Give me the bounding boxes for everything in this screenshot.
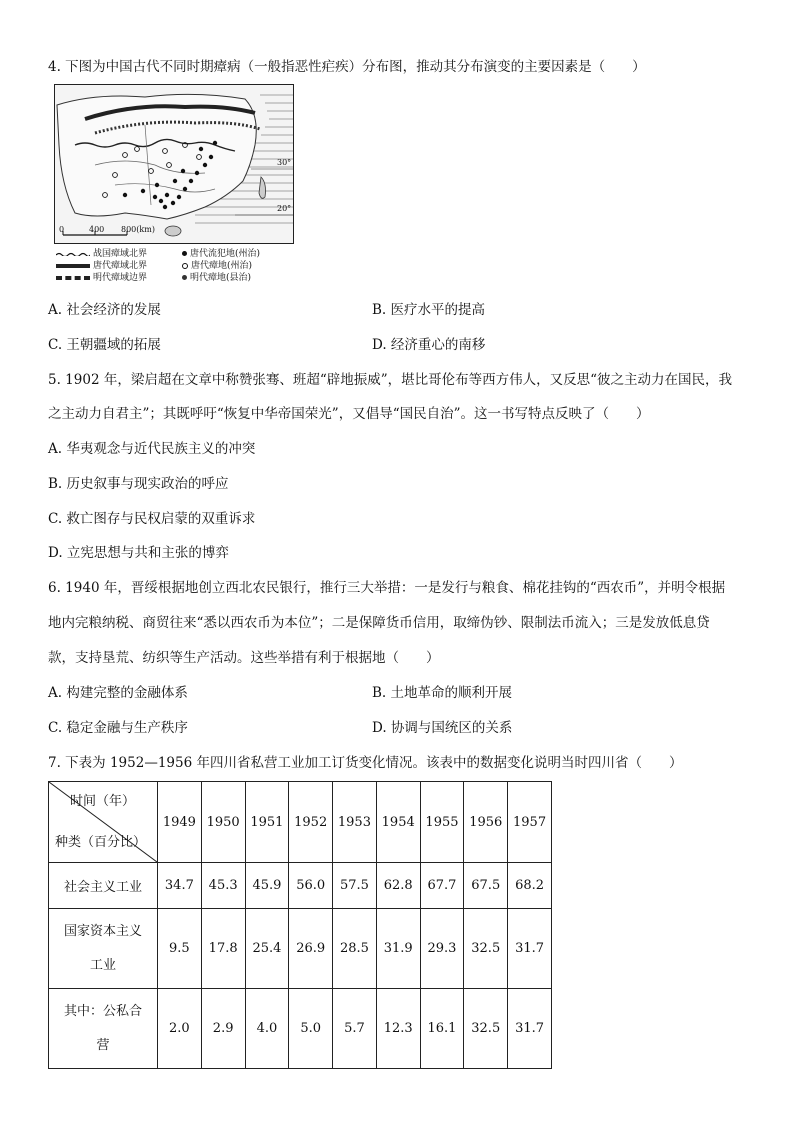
- legend-item-ming-boundary: [56, 273, 147, 284]
- row-label-line: 工业: [89, 957, 116, 973]
- value-cell: 31.7: [508, 909, 552, 989]
- q7-stem: 7. 下表为 1952—1956 年四川省私营工业加工订货变化情况。该表中的数据变化说明当时四川省（ ）: [48, 755, 683, 771]
- lat-label-20: 20°: [277, 204, 292, 213]
- scale-label-0: 0: [59, 225, 65, 234]
- q5-option-d: D. 立宪思想与共和主张的博弈: [48, 545, 229, 561]
- value-cell: 31.7: [508, 989, 552, 1069]
- q5-stem-line2: 之主动力自君主”；其既呼吁“恢复中华帝国荣光”，又倡导“国民自治”。这一书写特点反映了（ ）: [48, 406, 650, 422]
- value-cell: 2.0: [158, 989, 202, 1069]
- q6-stem-line3: 款，支持垦荒、纺织等生产活动。这些举措有利于根据地（ ）: [48, 650, 440, 666]
- q4-option-a: A. 社会经济的发展: [48, 302, 161, 318]
- year-cell: 1950: [201, 782, 245, 863]
- q6-stem-line2: 地内完粮纳税、商贸往来“悉以西农币为本位”；二是保障货币信用，取缔伪钞、限制法币流入；三是发放低息贷: [48, 615, 710, 631]
- map-figure: [54, 84, 294, 244]
- row-label-line: 营: [96, 1037, 110, 1053]
- legend-label: 唐代瘴域北界: [93, 261, 148, 271]
- value-cell: 62.8: [376, 863, 420, 909]
- legend-label: 明代瘴地(县治): [190, 273, 252, 283]
- value-cell: 32.5: [464, 909, 508, 989]
- row-label: [49, 863, 158, 909]
- row-label-line: 社会主义工业: [63, 880, 142, 895]
- map-drawing: [55, 85, 294, 244]
- q5-option-a: A. 华夷观念与近代民族主义的冲突: [48, 441, 256, 457]
- scale-label-400: 400: [89, 225, 105, 234]
- value-cell: 56.0: [289, 863, 333, 909]
- malaria-distribution-map: [54, 84, 294, 289]
- hollow-dot-icon: [182, 263, 188, 269]
- q4-option-d: D. 经济重心的南移: [372, 337, 486, 353]
- header-category-label: 种类（百分比）: [55, 835, 147, 850]
- q5-option-b: B. 历史叙事与现实政治的呼应: [48, 476, 229, 492]
- value-cell: 5.0: [289, 989, 333, 1069]
- value-cell: 26.9: [289, 909, 333, 989]
- year-cell: 1956: [464, 782, 508, 863]
- dark-dot-icon: [182, 275, 187, 280]
- year-cell: 1949: [158, 782, 202, 863]
- value-cell: 17.8: [201, 909, 245, 989]
- legend-label: 唐代流犯地(州治): [190, 249, 261, 259]
- table-corner-cell: [49, 782, 158, 863]
- value-cell: 16.1: [420, 989, 464, 1069]
- value-cell: 32.5: [464, 989, 508, 1069]
- value-cell: 45.3: [201, 863, 245, 909]
- value-cell: 68.2: [508, 863, 552, 909]
- header-time-label: 时间（年）: [69, 794, 135, 809]
- q7-data-table: [48, 781, 552, 1069]
- q5-stem-line1: 5. 1902 年，梁启超在文章中称赞张骞、班超“辟地振威”，堪比哥伦布等西方伟人，又反思“彼之主动力在国民，我: [48, 372, 733, 388]
- q6-option-a: A. 构建完整的金融体系: [48, 685, 188, 701]
- table-header-row: [49, 782, 552, 863]
- value-cell: 9.5: [158, 909, 202, 989]
- legend-label: 唐代瘴地(州治): [191, 261, 253, 271]
- row-label-line: 其中：公私合: [63, 1003, 142, 1019]
- q4-stem: 4. 下图为中国古代不同时期瘴病（一般指恶性疟疾）分布图，推动其分布演变的主要因素是（ ）: [48, 59, 646, 75]
- value-cell: 2.9: [201, 989, 245, 1069]
- value-cell: 45.9: [245, 863, 289, 909]
- q6-option-d: D. 协调与国统区的关系: [372, 720, 513, 736]
- q6-option-c: C. 稳定金融与生产秩序: [48, 720, 188, 736]
- filled-dot-icon: [182, 251, 187, 256]
- year-cell: 1954: [376, 782, 420, 863]
- legend-item-tang-exile: [182, 249, 260, 260]
- row-label: [49, 989, 158, 1069]
- legend-label: 明代瘴域边界: [93, 273, 148, 283]
- value-cell: 25.4: [245, 909, 289, 989]
- value-cell: 4.0: [245, 989, 289, 1069]
- value-cell: 67.5: [464, 863, 508, 909]
- q4-option-b: B. 医疗水平的提高: [372, 302, 486, 318]
- legend-item-tang-malaria: [182, 261, 252, 272]
- wavy-line-icon: [56, 252, 90, 256]
- row-label-line: 国家资本主义: [63, 923, 142, 939]
- legend-item-ming-malaria: [182, 273, 251, 284]
- year-cell: 1951: [245, 782, 289, 863]
- q6-stem-line1: 6. 1940 年，晋绥根据地创立西北农民银行，推行三大举措：一是发行与粮食、棉花挂钩的“西农币”，并明令根据: [48, 580, 726, 596]
- value-cell: 12.3: [376, 989, 420, 1069]
- legend-item-tang-boundary: [56, 261, 147, 272]
- year-cell: 1952: [289, 782, 333, 863]
- hatched-band-icon: [56, 276, 90, 280]
- value-cell: 57.5: [333, 863, 377, 909]
- value-cell: 5.7: [333, 989, 377, 1069]
- table-row: [49, 989, 552, 1069]
- q5-option-c: C. 救亡图存与民权启蒙的双重诉求: [48, 511, 256, 527]
- thick-band-icon: [56, 264, 90, 268]
- year-cell: 1953: [333, 782, 377, 863]
- year-cell: 1957: [508, 782, 552, 863]
- legend-label: 战国瘴域北界: [93, 249, 148, 259]
- q6-option-b: B. 土地革命的顺利开展: [372, 685, 513, 701]
- lat-label-30: 30°: [277, 158, 292, 167]
- row-label: [49, 909, 158, 989]
- value-cell: 34.7: [158, 863, 202, 909]
- value-cell: 67.7: [420, 863, 464, 909]
- value-cell: 31.9: [376, 909, 420, 989]
- value-cell: 28.5: [333, 909, 377, 989]
- legend-item-warring-states: [56, 249, 147, 260]
- year-cell: 1955: [420, 782, 464, 863]
- value-cell: 29.3: [420, 909, 464, 989]
- q4-option-c: C. 王朝疆域的拓展: [48, 337, 161, 353]
- table-row: [49, 863, 552, 909]
- scale-label-800: 800(km): [121, 225, 155, 234]
- table-row: [49, 909, 552, 989]
